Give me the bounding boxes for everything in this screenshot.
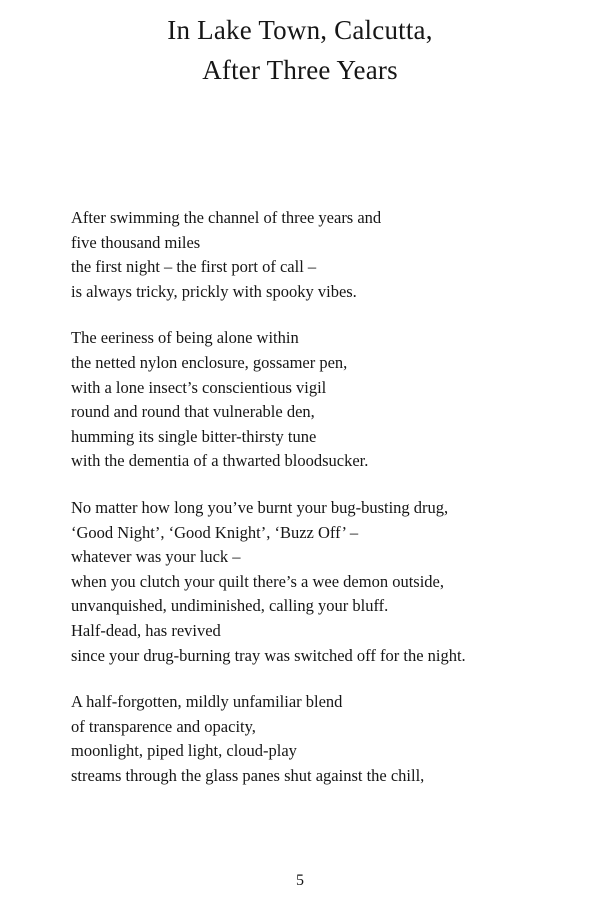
poem-line: the first night – the first port of call – xyxy=(71,257,317,277)
poem-line: is always tricky, prickly with spooky vibes. xyxy=(71,281,357,301)
poem-line: streams through the glass panes shut against the chill, xyxy=(71,765,425,785)
poem-title-line-2: After Three Years xyxy=(202,55,398,85)
poem-line: when you clutch your quilt there’s a wee demon outside, xyxy=(71,571,444,591)
stanza-1 xyxy=(71,206,581,304)
poem-line: A half-forgotten, mildly unfamiliar blend xyxy=(71,692,343,712)
poem-line: No matter how long you’ve burnt your bug-busting drug, xyxy=(71,497,449,517)
poem-line: with the dementia of a thwarted bloodsucker. xyxy=(71,451,369,471)
poem-line: the netted nylon enclosure, gossamer pen, xyxy=(71,352,348,372)
poem-line: The eeriness of being alone within xyxy=(71,328,299,348)
poem-body xyxy=(71,206,581,810)
poem-line: unvanquished, undiminished, calling your bluff. xyxy=(71,596,389,616)
poem-line: of transparence and opacity, xyxy=(71,716,256,736)
poem-line: since your drug-burning tray was switched off for the night. xyxy=(71,645,466,665)
poem-line: whatever was your luck – xyxy=(71,547,241,567)
page-number: 5 xyxy=(296,872,304,889)
poem-title-line-1: In Lake Town, Calcutta, xyxy=(167,15,433,45)
poem-line: round and round that vulnerable den, xyxy=(71,402,315,422)
poem-line: five thousand miles xyxy=(71,232,201,252)
stanza-3 xyxy=(71,496,581,668)
poem-line: After swimming the channel of three years and xyxy=(71,208,382,227)
poem-line: with a lone insect’s conscientious vigil xyxy=(71,377,327,397)
stanza-2 xyxy=(71,326,581,474)
stanza-4 xyxy=(71,690,581,788)
poem-line: Half-dead, has revived xyxy=(71,620,221,640)
poem-line: moonlight, piped light, cloud-play xyxy=(71,741,297,761)
poem-line: ‘Good Night’, ‘Good Knight’, ‘Buzz Off’ – xyxy=(71,522,359,542)
poem-line: humming its single bitter-thirsty tune xyxy=(71,426,317,446)
poem-title xyxy=(0,10,600,90)
